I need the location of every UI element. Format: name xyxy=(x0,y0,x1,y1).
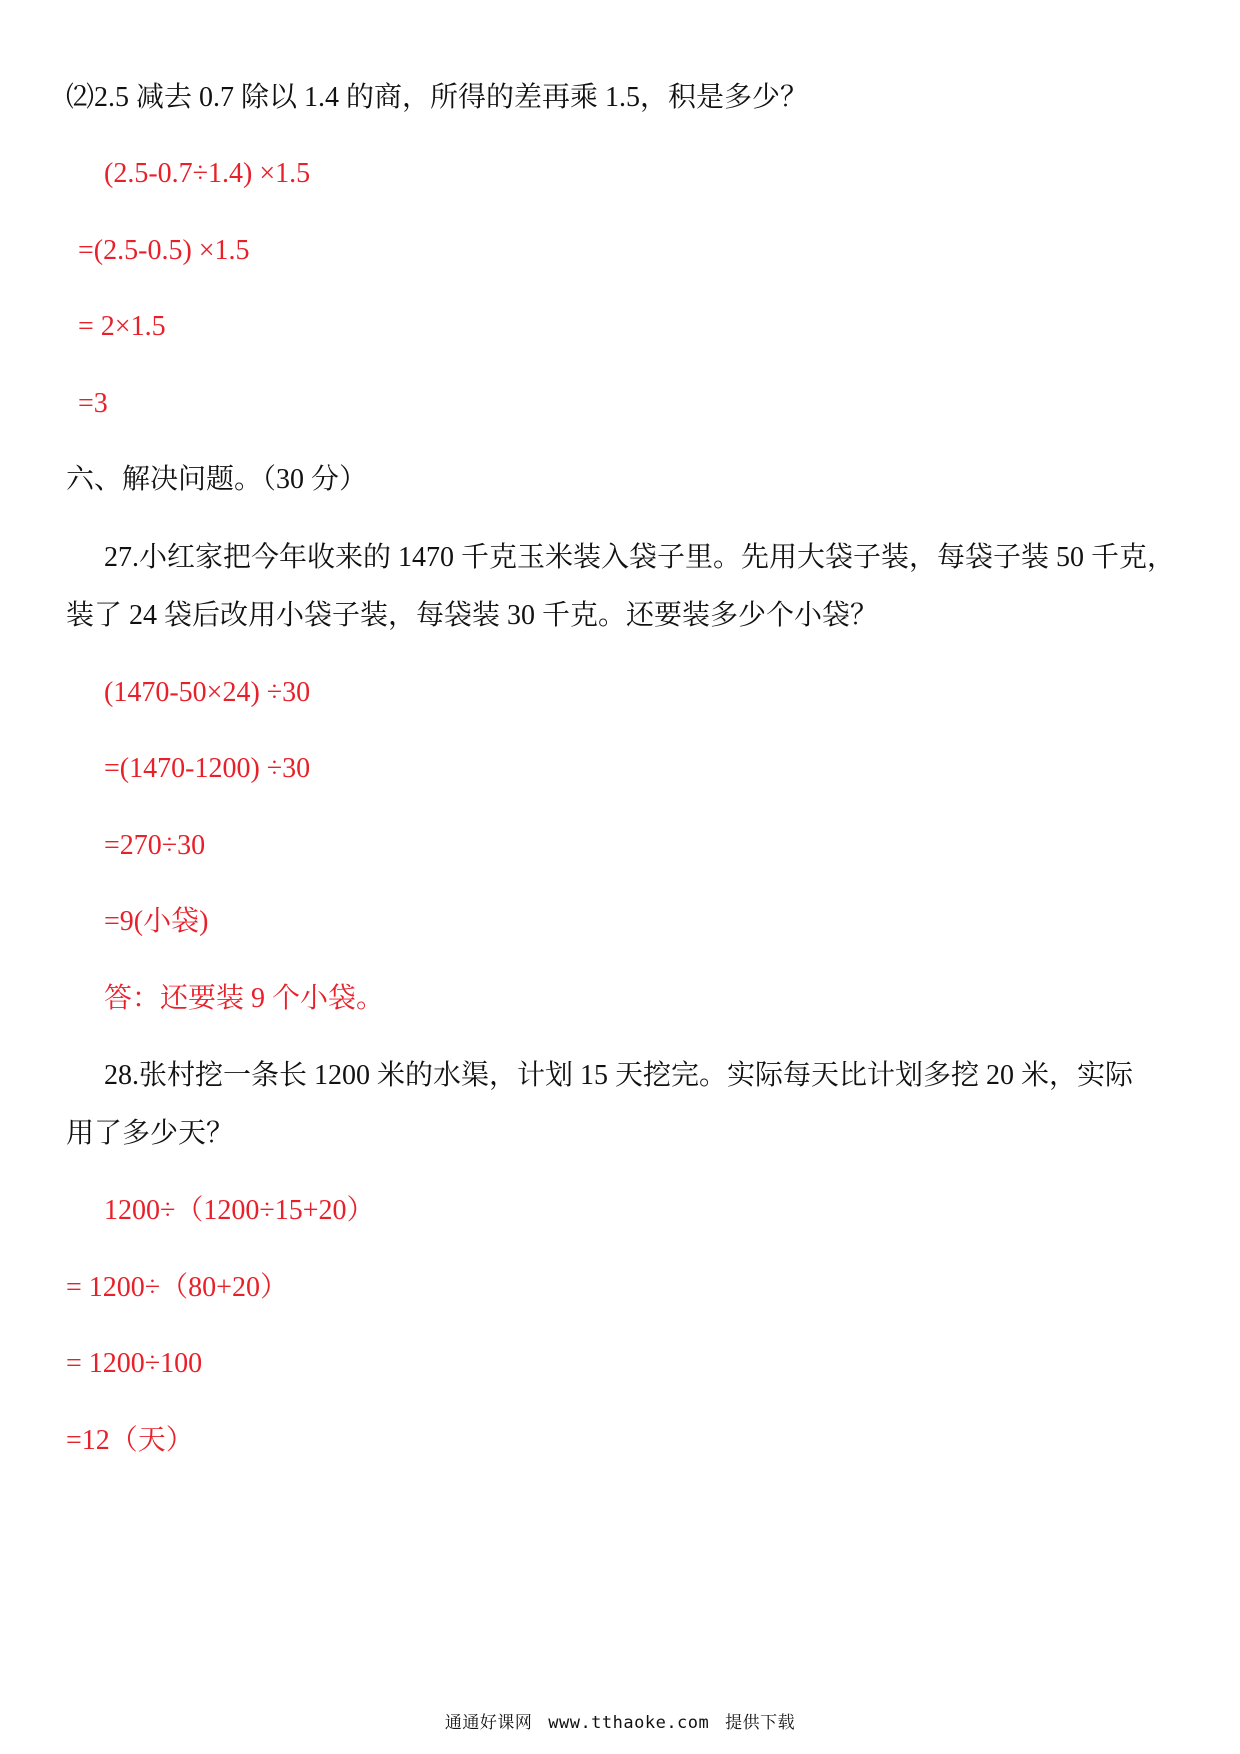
q27-answer: 答：还要装 9 个小袋。 xyxy=(104,983,385,1014)
footer-suffix: 提供下载 xyxy=(725,1713,796,1733)
q27-step-4: =9(小袋) xyxy=(104,906,209,937)
q27-question-line-1: 27.小红家把今年收来的 1470 千克玉米装入袋子里。先用大袋子装，每袋子装 50 千克， xyxy=(104,542,1176,573)
page-footer xyxy=(0,1708,1240,1733)
q2-step-4: =3 xyxy=(78,388,108,419)
q28-step-4: =12（天） xyxy=(66,1425,194,1456)
footer-url[interactable]: www.tthaoke.com xyxy=(548,1713,710,1733)
q2-question: ⑵2.5 减去 0.7 除以 1.4 的商，所得的差再乘 1.5，积是多少？ xyxy=(66,82,809,113)
q28-question-line-2: 用了多少天？ xyxy=(66,1118,235,1149)
q2-step-1: (2.5-0.7÷1.4) ×1.5 xyxy=(104,158,311,189)
q27-step-3: =270÷30 xyxy=(104,830,206,861)
q27-step-2: =(1470-1200) ÷30 xyxy=(104,753,311,784)
q28-step-1: 1200÷（1200÷15+20） xyxy=(104,1195,375,1226)
section-heading: 六、解决问题。（30 分） xyxy=(66,464,368,495)
q28-step-3: = 1200÷100 xyxy=(66,1348,203,1379)
q27-question-line-2: 装了 24 袋后改用小袋子装，每袋装 30 千克。还要装多少个小袋？ xyxy=(66,600,879,631)
q28-question-line-1: 28.张村挖一条长 1200 米的水渠，计划 15 天挖完。实际每天比计划多挖 20 米，实际 xyxy=(104,1060,1134,1091)
footer-site-name: 通通好课网 xyxy=(444,1713,533,1733)
q2-step-3: = 2×1.5 xyxy=(78,311,166,342)
q28-step-2: = 1200÷（80+20） xyxy=(66,1272,288,1303)
q27-step-1: (1470-50×24) ÷30 xyxy=(104,677,311,708)
q2-step-2: =(2.5-0.5) ×1.5 xyxy=(78,235,250,266)
